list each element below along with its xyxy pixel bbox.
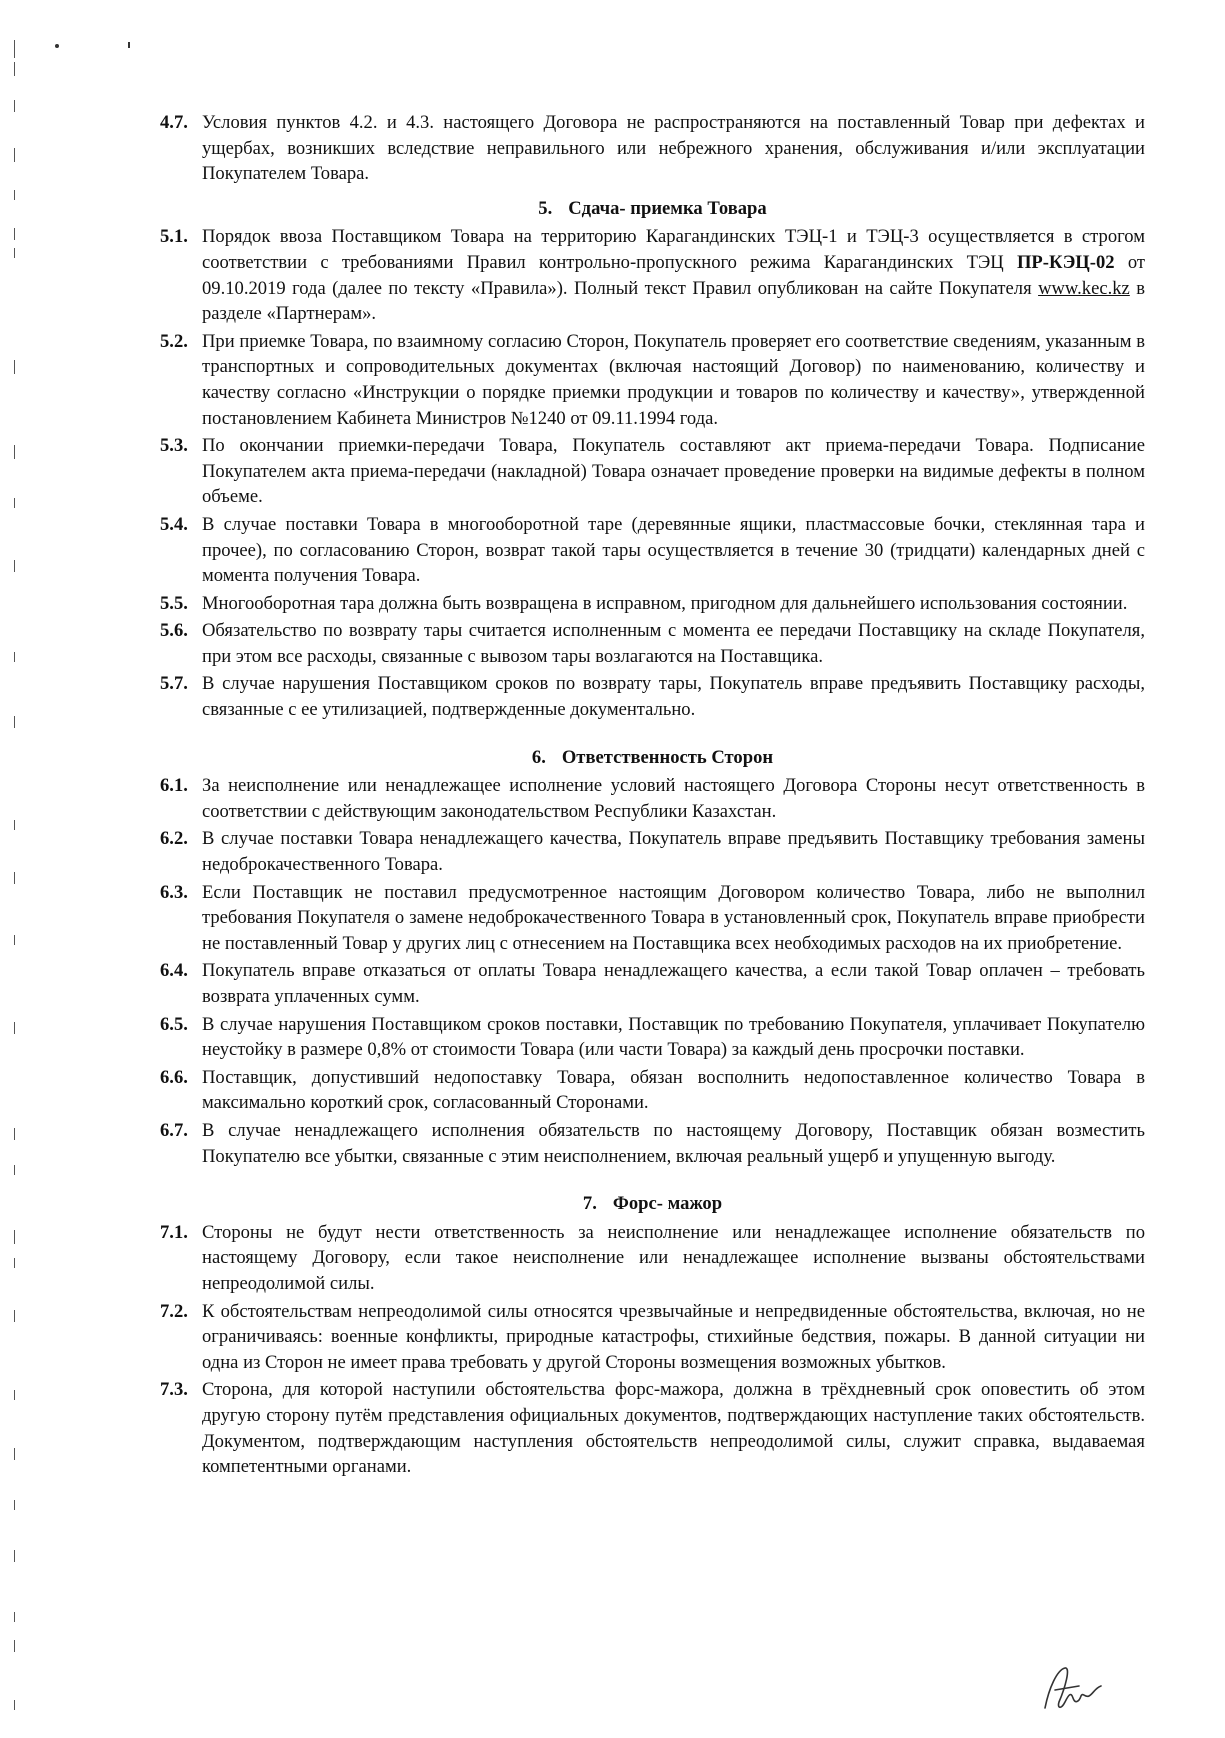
clause-text: Многооборотная тара должна быть возвращена в исправном, пригодном для дальнейшего использования состоянии. [202,592,1128,614]
clause-text-part: в разделе «Партнерам». [202,277,1145,325]
clause-5-4 [160,512,1145,589]
scan-speck [128,42,130,48]
clause-text: В случае ненадлежащего исполнения обязательств по настоящему Договору, Поставщик обязан возместить Покупателю все убытки, связанные с этим неисполнением, включая реальный ущерб и упущенную выгоду. [202,1119,1145,1167]
clause-text: В случае поставки Товара в многооборотной таре (деревянные ящики, пластмассовые бочки, стеклянная тара и прочее), по согласованию Сторон, возврат такой тары осуществляется в течение 30 (тридцати) календарных дней с момента получения Товара. [202,513,1145,587]
clause-6-2 [160,826,1145,877]
section-title: Сдача- приемка Товара [568,197,767,219]
section-title: Ответственность Сторон [561,746,774,768]
clause-text: При приемке Товара, по взаимному согласию Сторон, Покупатель проверяет его соответствие сведениям, указанным в транспортных и сопроводительных документах (включая настоящий Договор) по наименованию, количеству и качеству согласно «Инструкции о порядке приемки продукции и товаров по количеству и качеству», утвержденной постановлением Кабинета Министров №1240 от 09.11.1994 года. [202,330,1145,429]
clause-text: В случае поставки Товара ненадлежащего качества, Покупатель вправе предъявить Поставщику требования замены недоброкачественного Товара. [202,828,1145,876]
clause-7-3 [160,1377,1145,1479]
clause-number: 5.1. [160,226,188,248]
clause-text: Покупатель вправе отказаться от оплаты Товара ненадлежащего качества, а если такой Товар оплачен – требовать возврата уплаченных сумм. [202,960,1145,1007]
clause-6-5 [160,1012,1145,1063]
clause-5-6 [160,618,1145,669]
signature-image [1035,1658,1115,1718]
rules-code: ПР-КЭЦ-02 [1016,251,1115,273]
clause-number: 5.4. [160,513,188,535]
clause-6-6 [160,1065,1145,1116]
clause-6-4 [160,958,1145,1009]
website-link[interactable]: www.kec.kz [1038,277,1130,299]
scan-margin-marks [14,0,18,1738]
clause-number: 4.7. [160,112,188,133]
clause-text-part: Порядок ввоза Поставщиком Товара на территорию Карагандинских ТЭЦ-1 и ТЭЦ-3 осуществляется в строгом соответствии с требованиями Правил контрольно-пропускного режима Карагандинских ТЭЦ [202,226,1145,273]
clause-text: В случае нарушения Поставщиком сроков по возврату тары, Покупатель вправе предъявить Поставщику расходы, связанные с ее утилизацией, подтвержденные документально. [202,673,1145,721]
scan-speck [55,44,59,48]
clause-number: 6.4. [160,960,188,982]
clause-6-3 [160,880,1145,957]
clause-number: 5.3. [160,435,188,457]
section-5-heading [160,196,1145,222]
clause-5-3 [160,433,1145,510]
clause-text: Если Поставщик не поставил предусмотренное настоящим Договором количество Товара, либо не выполнил требования Покупателя о замене недоброкачественного Товара в установленный срок, Покупатель вправе приобрести не поставленный Товар у других лиц с отнесением на Поставщика всех необходимых расходов на их приобретение. [202,881,1145,954]
section-7-heading [160,1191,1145,1217]
clause-5-7 [160,671,1145,722]
section-number: 5. [538,197,553,219]
clause-number: 6.7. [160,1119,188,1141]
section-number: 7. [582,1193,597,1215]
clause-number: 7.2. [160,1300,188,1322]
clause-number: 5.7. [160,673,188,695]
clause-text: Поставщик, допустивший недопоставку Товара, обязан восполнить недопоставленное количество Товара в максимально короткий срок, согласованный Сторонами. [202,1066,1145,1114]
section-number: 6. [531,746,546,768]
clause-6-1 [160,773,1145,824]
clause-text-part: от 09.10.2019 года (далее по тексту «Правила»). Полный текст Правил опубликован на сайте Покупателя [202,251,1145,299]
clause-7-2 [160,1299,1145,1376]
clause-6-7 [160,1118,1145,1169]
clause-number: 5.5. [160,592,188,614]
section-6-heading [160,745,1145,771]
clause-number: 7.1. [160,1221,188,1243]
clause-5-5 [160,591,1145,617]
clause-number: 6.6. [160,1066,188,1088]
clause-number: 7.3. [160,1379,188,1401]
clause-5-2 [160,329,1145,431]
clause-text: Стороны не будут нести ответственность за неисполнение или ненадлежащее исполнение обязательств по настоящему Договору, если такое неисполнение или ненадлежащее исполнение вызваны обстоятельствами непреодолимой силы. [202,1221,1145,1294]
clause-text: Обязательство по возврату тары считается исполненным с момента ее передачи Поставщику на складе Покупателя, при этом все расходы, связанные с вывозом тары возлагаются на Поставщика. [202,620,1145,667]
clause-number: 6.3. [160,881,188,903]
clause-text: В случае нарушения Поставщиком сроков поставки, Поставщик по требованию Покупателя, уплачивает Покупателю неустойку в размере 0,8% от стоимости Товара (или части Товара) за каждый день просрочки поставки. [202,1013,1145,1061]
clause-number: 6.1. [160,775,188,797]
clause-number: 6.5. [160,1013,188,1035]
clause-number: 5.2. [160,330,188,352]
clause-number: 5.6. [160,620,188,642]
clause-4-7 [160,110,1145,187]
clause-7-1 [160,1220,1145,1297]
clause-5-1 [160,224,1145,326]
clause-text: По окончании приемки-передачи Товара, Покупатель составляют акт приема-передачи Товара. Подписание Покупателем акта приема-передачи (накладной) Товара означает проведение проверки на видимые дефекты в полном объеме. [202,435,1145,508]
clause-number: 6.2. [160,828,188,850]
clause-text: За неисполнение или ненадлежащее исполнение условий настоящего Договора Стороны несут ответственность в соответствии с действующим законодательством Республики Казахстан. [202,775,1145,822]
contract-text [160,110,1145,1482]
section-title: Форс- мажор [612,1193,723,1215]
clause-text: Сторона, для которой наступили обстоятельства форс-мажора, должна в трёхдневный срок оповестить об этом другую сторону путём представления официальных документов, подтверждающих наступление таких обстоятельств. Документом, подтверждающим наступления обстоятельств непреодолимой силы, служит справка, выдаваемая компетентными органами. [202,1379,1145,1478]
clause-text: Условия пунктов 4.2. и 4.3. настоящего Договора не распространяются на поставленный Товар при дефектах и ущербах, возникших вследствие неправильного или небрежного хранения, обслуживания и/или эксплуатации Покупателем Товара. [202,112,1145,185]
clause-text: К обстоятельствам непреодолимой силы относятся чрезвычайные и непредвиденные обстоятельства, включая, но не ограничиваясь: военные конфликты, природные катастрофы, стихийные бедствия, пожары. В данной ситуации ни одна из Сторон не имеет права требовать у другой Стороны возмещения возможных убытков. [202,1300,1145,1373]
